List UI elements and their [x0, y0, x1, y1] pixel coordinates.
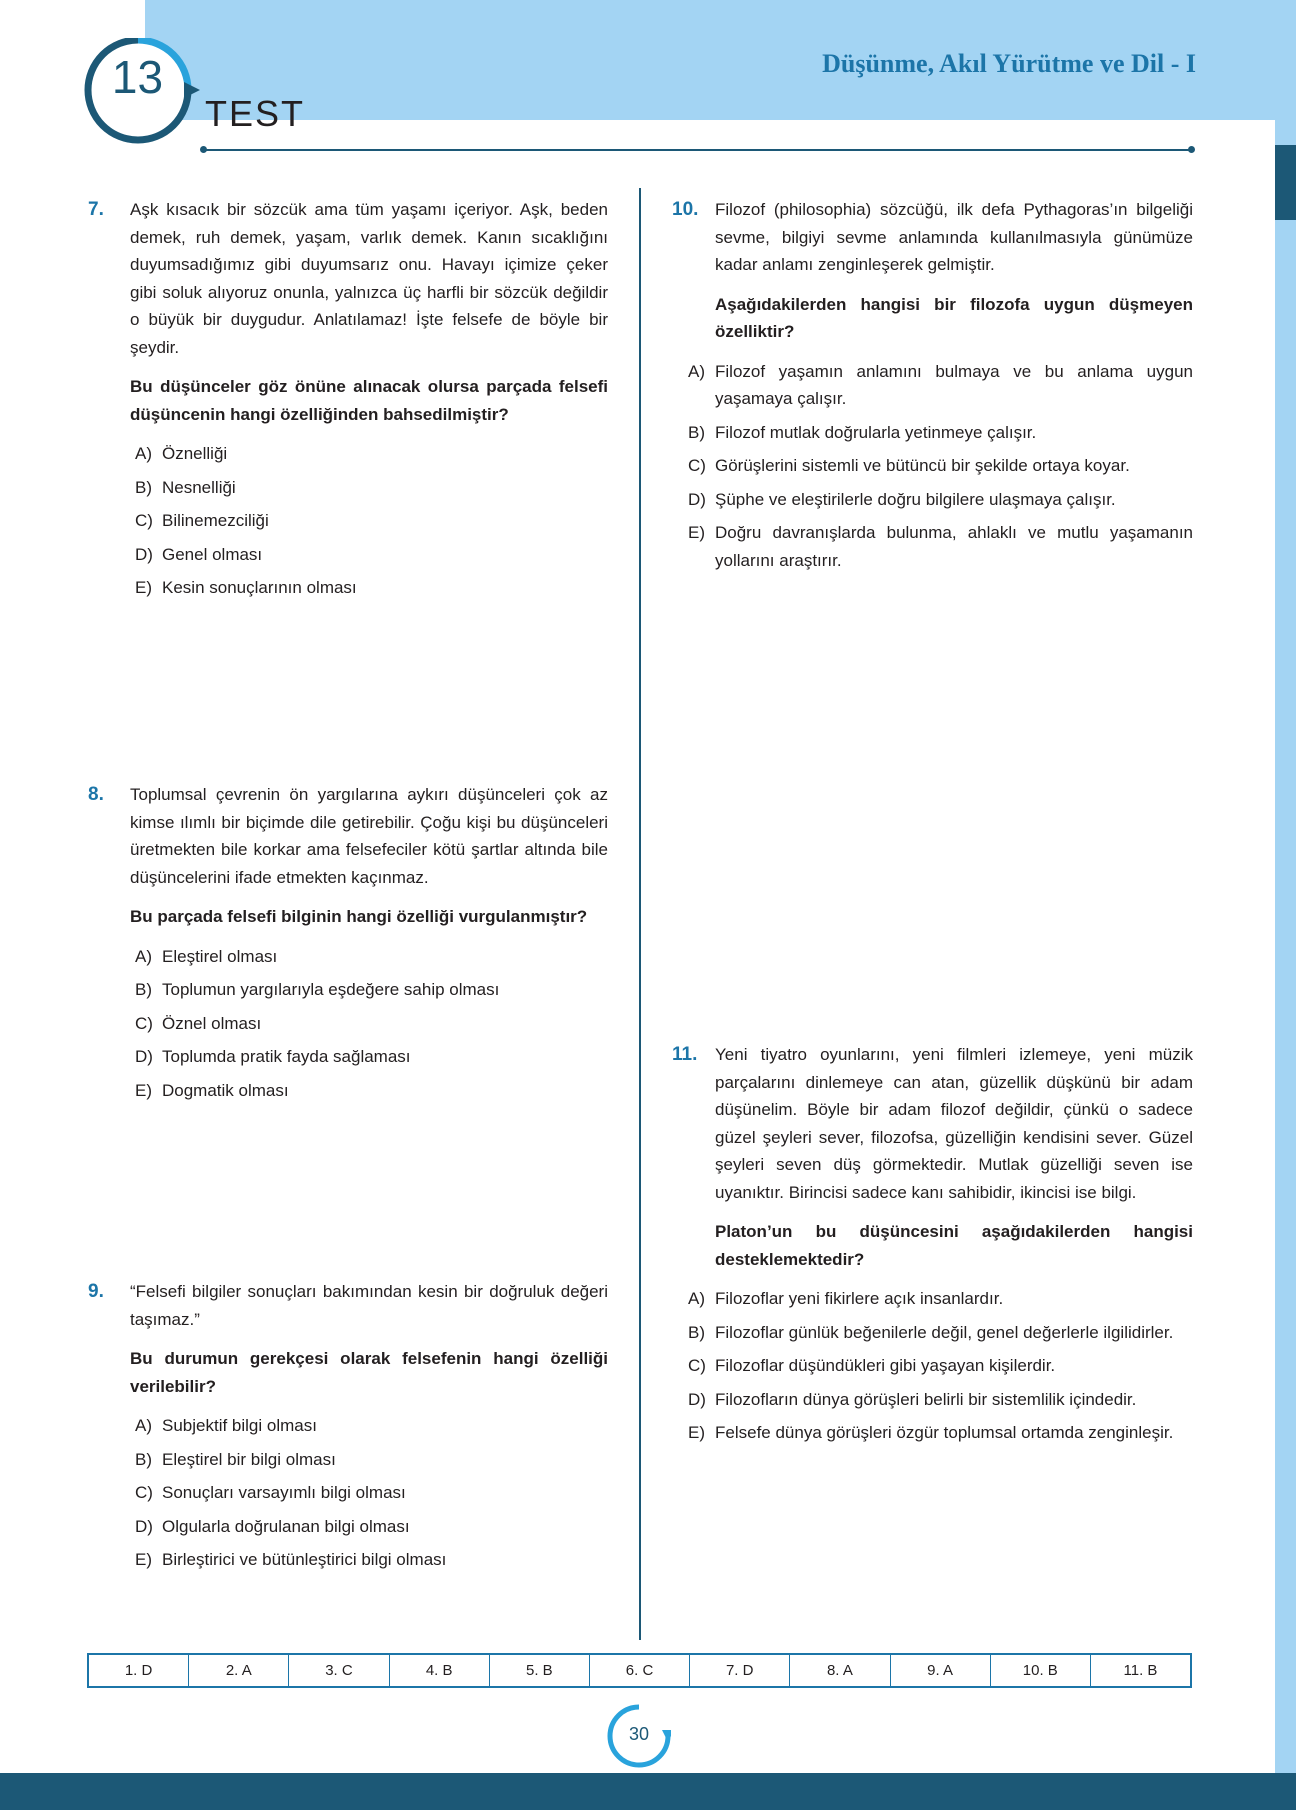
side-tab-marker	[1275, 145, 1296, 220]
question-8	[88, 781, 608, 1110]
option-list	[683, 358, 1193, 575]
header-rule	[203, 149, 1191, 151]
option-letter: C)	[135, 511, 153, 530]
option-text: Filozofların dünya görüşleri belirli bir sistemlilik içindedir.	[715, 1389, 1137, 1409]
option-text: Bilinemezciliği	[162, 511, 269, 530]
option-b[interactable]	[130, 1446, 608, 1474]
option-text: Toplumda pratik fayda sağlaması	[162, 1047, 411, 1066]
option-text: Eleştirel bir bilgi olması	[162, 1449, 336, 1469]
option-letter: A)	[135, 444, 152, 463]
option-text: Eleştirel olması	[162, 946, 278, 966]
option-e[interactable]	[130, 1546, 608, 1574]
option-a[interactable]	[683, 1285, 1193, 1313]
option-e[interactable]	[683, 1419, 1193, 1447]
answer-key-cell: 10. B	[991, 1655, 1091, 1686]
option-e[interactable]	[683, 519, 1193, 574]
question-stem: Toplumsal çevrenin ön yargılarına aykırı düşünceleri çok az kimse ılımlı bir biçimde dile getirebilir. Çoğu kişi bu düşünceleri üretmekten bile korkar ama felsefeciler kötü şartlar altında bile düşüncelerini ifade etmekten kaçınmaz.	[130, 785, 608, 887]
option-letter: D)	[135, 544, 153, 564]
option-text: Filozoflar yeni fikirlere açık insanlardır.	[715, 1289, 1004, 1308]
option-text: Toplumun yargılarıyla eşdeğere sahip olması	[162, 980, 500, 999]
page-number: 30	[628, 1724, 650, 1744]
question-stem: Filozof (philosophia) sözcüğü, ilk defa Pythagoras’ın bilgeliği sevme, bilgiyi sevme anlamında kullanılmasıyla günümüze kadar anlamı zenginleşerek gelmiştir.	[715, 200, 1193, 274]
question-prompt: Bu durumun gerekçesi olarak felsefenin hangi özelliği verilebilir?	[130, 1349, 608, 1396]
question-number: 7.	[88, 199, 104, 220]
option-text: Nesnelliği	[162, 477, 236, 497]
question-9	[88, 1278, 608, 1580]
option-d[interactable]	[130, 1043, 608, 1071]
option-letter: B)	[688, 422, 705, 442]
option-text: Olgularla doğrulanan bilgi olması	[162, 1516, 410, 1536]
option-text: Şüphe ve eleştirilerle doğru bilgilere ulaşmaya çalışır.	[715, 489, 1116, 509]
option-a[interactable]	[683, 358, 1193, 413]
option-letter: C)	[688, 1356, 706, 1375]
option-letter: C)	[135, 1013, 153, 1033]
question-stem: Yeni tiyatro oyunlarını, yeni filmleri izlemeye, yeni müzik parçalarını dinlemeye can atan, güzellik düşkünü bir adam düşünelim. Böyle bir adam filozof değildir, çünkü o sadece güzel şeyleri sever, filozofsa, güzelliğin kendisini sever. Güzel şeyleri seven düş görmektedir. Mutlak güzelliği seven ise uyanıktır. Birincisi sadece kanı sahibidir, ikincisi ise bilgi.	[715, 1045, 1193, 1202]
side-strip	[1275, 0, 1296, 1810]
column-divider	[639, 188, 641, 1640]
answer-key-cell: 9. A	[891, 1655, 991, 1686]
answer-key	[87, 1653, 1192, 1688]
footer-band	[0, 1773, 1296, 1810]
question-number: 11.	[672, 1044, 698, 1065]
option-text: Filozof yaşamın anlamını bulmaya ve bu anlama uygun yaşamaya çalışır.	[715, 361, 1193, 408]
option-list	[130, 943, 608, 1105]
option-letter: E)	[688, 523, 705, 542]
question-number: 10.	[672, 199, 699, 220]
option-text: Filozoflar düşündükleri gibi yaşayan kişilerdir.	[715, 1356, 1056, 1375]
option-d[interactable]	[683, 1386, 1193, 1414]
answer-key-cell: 8. A	[790, 1655, 890, 1686]
option-c[interactable]	[130, 507, 608, 535]
option-letter: C)	[135, 1483, 153, 1502]
option-a[interactable]	[130, 1412, 608, 1440]
option-e[interactable]	[130, 574, 608, 602]
option-letter: B)	[688, 1322, 705, 1342]
option-text: Subjektif bilgi olması	[162, 1416, 317, 1435]
option-c[interactable]	[130, 1479, 608, 1507]
option-text: Öznel olması	[162, 1013, 262, 1033]
question-10	[672, 196, 1193, 580]
option-b[interactable]	[130, 976, 608, 1004]
option-text: Sonuçları varsayımlı bilgi olması	[162, 1483, 406, 1502]
option-b[interactable]	[683, 1319, 1193, 1347]
option-letter: E)	[135, 578, 152, 597]
question-number: 9.	[88, 1281, 104, 1302]
option-list	[683, 1285, 1193, 1447]
answer-key-cell: 11. B	[1123, 1662, 1158, 1679]
option-a[interactable]	[130, 440, 608, 468]
question-stem: “Felsefi bilgiler sonuçları bakımından kesin bir doğruluk değeri taşımaz.”	[130, 1282, 608, 1329]
answer-key-cell: 5. B	[490, 1655, 590, 1686]
option-letter: D)	[135, 1516, 153, 1536]
option-letter: D)	[688, 489, 706, 509]
option-d[interactable]	[130, 1513, 608, 1541]
option-b[interactable]	[130, 474, 608, 502]
option-letter: D)	[135, 1047, 153, 1066]
option-text: Birleştirici ve bütünleştirici bilgi olması	[162, 1550, 447, 1569]
option-text: Kesin sonuçlarının olması	[162, 578, 357, 597]
option-text: Öznelliği	[162, 444, 228, 463]
option-letter: B)	[135, 1449, 152, 1469]
test-number-badge	[84, 38, 208, 148]
option-letter: B)	[135, 477, 152, 497]
question-prompt: Bu düşünceler göz önüne alınacak olursa parçada felsefi düşüncenin hangi özelliğinden bahsedilmiştir?	[130, 377, 608, 424]
question-7	[88, 196, 608, 608]
option-letter: B)	[135, 980, 152, 999]
option-b[interactable]	[683, 419, 1193, 447]
answer-key-cell: 2. A	[189, 1655, 289, 1686]
option-letter: E)	[135, 1550, 152, 1569]
rule-end-dot	[1188, 146, 1195, 153]
option-c[interactable]	[683, 1352, 1193, 1380]
option-text: Filozof mutlak doğrularla yetinmeye çalışır.	[715, 422, 1037, 442]
page-title: Düşünme, Akıl Yürütme ve Dil - I	[822, 49, 1196, 78]
option-list	[130, 1412, 608, 1574]
test-number: 13	[111, 51, 164, 103]
option-letter: E)	[688, 1423, 705, 1442]
question-number: 8.	[88, 784, 104, 805]
answer-key-cell: 7. D	[690, 1655, 790, 1686]
answer-key-cell: 4. B	[390, 1655, 490, 1686]
option-letter: D)	[688, 1389, 706, 1409]
option-d[interactable]	[130, 541, 608, 569]
option-letter: A)	[135, 1416, 152, 1435]
option-text: Görüşlerini sistemli ve bütüncü bir şekilde ortaya koyar.	[715, 456, 1130, 475]
question-stem: Aşk kısacık bir sözcük ama tüm yaşamı içeriyor. Aşk, beden demek, ruh demek, yaşam, varlık demek. Kanın sıcaklığını duyumsadığımız gibi duyumsarız onu. Havayı içimize çeker gibi soluk alıyoruz onunla, yalnızca üç harfli bir sözcük değildir o büyük bir duygudur. Anlatılamaz! İşte felsefe de böyle bir şeydir.	[130, 200, 608, 357]
option-letter: A)	[688, 361, 705, 381]
option-e[interactable]	[130, 1077, 608, 1105]
option-text: Genel olması	[162, 544, 263, 564]
option-a[interactable]	[130, 943, 608, 971]
question-prompt: Bu parçada felsefi bilginin hangi özelliği vurgulanmıştır?	[130, 907, 588, 926]
answer-key-cell: 1. D	[89, 1655, 189, 1686]
option-text: Dogmatik olması	[162, 1080, 289, 1100]
option-text: Doğru davranışlarda bulunma, ahlaklı ve mutlu yaşamanın yollarını araştırır.	[715, 523, 1193, 570]
test-label: TEST	[205, 93, 306, 134]
option-letter: C)	[688, 456, 706, 475]
option-text: Filozoflar günlük beğenilerle değil, genel değerlerle ilgilidirler.	[715, 1322, 1174, 1342]
option-c[interactable]	[683, 452, 1193, 480]
option-letter: A)	[135, 946, 152, 966]
rule-start-dot	[200, 146, 207, 153]
option-list	[130, 440, 608, 602]
option-letter: E)	[135, 1080, 152, 1100]
option-letter: A)	[688, 1289, 705, 1308]
option-c[interactable]	[130, 1010, 608, 1038]
answer-key-cell: 6. C	[590, 1655, 690, 1686]
question-prompt: Aşağıdakilerden hangisi bir filozofa uygun düşmeyen özelliktir?	[715, 294, 1193, 341]
option-text: Felsefe dünya görüşleri özgür toplumsal ortamda zenginleşir.	[715, 1423, 1174, 1442]
answer-key-cell: 3. C	[289, 1655, 389, 1686]
option-d[interactable]	[683, 486, 1193, 514]
question-prompt: Platon’un bu düşüncesini aşağıdakilerden hangisi desteklemektedir?	[715, 1222, 1193, 1269]
question-11	[672, 1041, 1193, 1453]
